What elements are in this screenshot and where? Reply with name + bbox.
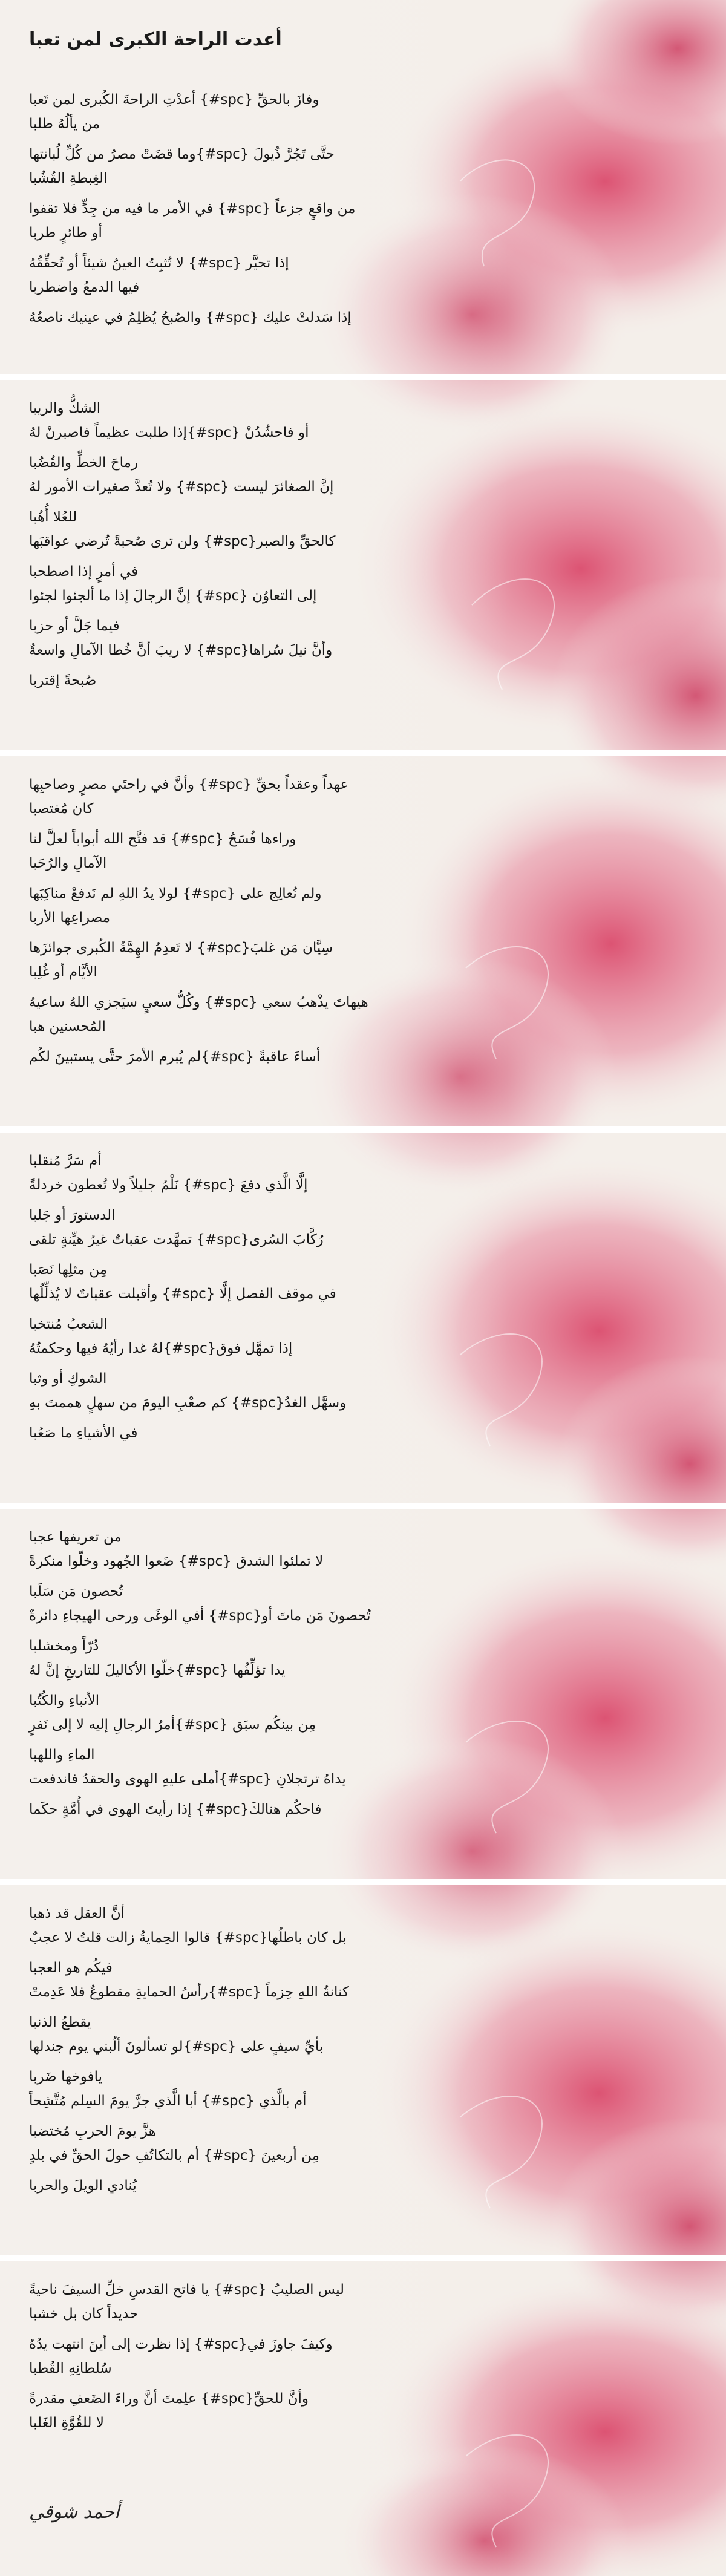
verse-line: يقطعُ الذنبا	[29, 2015, 91, 2030]
poem-title: أعدت الراحة الكبرى لمن تعبا	[29, 29, 282, 50]
verse-line: وسهَّل الغدُ{spc#} كم صعْبِ اليومَ من سهلٍ هممتَ بهِ	[29, 1395, 347, 1411]
verse-line: ولم نُعالِج على {spc#} لولا يدُ اللهِ لم نَدفعْ مناكِبَها	[29, 886, 322, 901]
verse-line: فاحكُم هنالكَ{spc#} إذا رأيتَ الهوى في أُمَّةٍ حكَما	[29, 1802, 322, 1817]
verse-line: تُحصون مَن سَلَبا	[29, 1584, 123, 1600]
divider	[0, 374, 726, 380]
verse-line: فيما جَلَّ أو حزبا	[29, 618, 120, 634]
verse-line: كان مُغتصبا	[29, 801, 94, 817]
verse-line: الدستورَ أو جَلبا	[29, 1208, 116, 1223]
verse-line: حتَّى تَجُرَّ ذُيولَ {spc#}وما قضَتْ مصرُ من كُلِّ لُبانتها	[29, 146, 335, 162]
verse-line: الأنباءِ والكُتُبا	[29, 1693, 100, 1708]
verse-line: رماحَ الخطِّ والقُضُبا	[29, 455, 139, 471]
poet-name: أحمد شوقي	[29, 2502, 120, 2523]
verse-line: مِن أربعينَ {spc#} أم بالتكاتُفِ حولَ الحقِّ في بلدٍ	[29, 2148, 319, 2163]
verse-line: سِيَّان مَن غلبَ{spc#} لا تَعدِمُ الهِمَّةُ الكُبرى جوائزَها	[29, 940, 333, 956]
verse-line: الماءِ واللهبا	[29, 1747, 95, 1763]
verse-line: رُكَّابَ السُرى{spc#} تمهَّدت عقباتٌ غيرُ هيِّنةٍ تلقى	[29, 1232, 324, 1247]
verse-line: تُحصونَ مَن ماتَ أو{spc#} أفي الوغَى ورحى الهيجاءِ دائرةٌ	[29, 1608, 371, 1624]
verse-line: من تعريفها عجبا	[29, 1529, 122, 1545]
verse-line: إلى التعاوُن {spc#} إنَّ الرجالَ إذا ما ألجئوا لجئوا	[29, 588, 317, 604]
verse-line: الأيَّام أو غُلِبا	[29, 964, 97, 980]
verse-line: مصراعِها الأربا	[29, 910, 111, 926]
verse-line: وأنَّ للحقِّ{spc#} علِمتَ أنَّ وراءَ الضَعفِ مقدرةً	[29, 2391, 309, 2407]
verse-line: يداهُ ترتجلانِ {spc#}أملى عليهِ الهوى والحقدُ فاندفعت	[29, 1771, 346, 1787]
stanza-1	[29, 91, 465, 333]
divider	[0, 1126, 726, 1133]
verse-line: في موقف الفصل إلَّا {spc#} وأقبلت عقباتٌ لا يُذلِّلُها	[29, 1286, 336, 1302]
verse-line: أو طائرٍ طربا	[29, 225, 102, 241]
verse-line: في أمرٍ إذا اصطحبا	[29, 564, 139, 580]
verse-line: حديداً كان بل خشبا	[29, 2306, 139, 2322]
verse-line: يافوخها ضَربا	[29, 2069, 103, 2085]
verse-line: وأنَّ نيلَ سُراها{spc#} لا ريبَ أنَّ خُطا الآمالِ واسعةٌ	[29, 642, 333, 658]
stanza-5	[29, 1528, 465, 1825]
verse-line: إذا تحيَّر {spc#} لا تُثبِتُ العينُ شيئاً أو تُحقِّقُهُ	[29, 255, 289, 271]
verse-line: أو فاحشُدُنْ {spc#}إذا طلبت عظيماً فاصبرنْ لهُ	[29, 425, 309, 440]
verse-line: مِن مثلِها نَصَبا	[29, 1262, 108, 1278]
verse-line: أم بالَّذي {spc#} أبا الَّذي جرَّ يومَ السِلم مُتَّشِحاً	[29, 2093, 307, 2109]
stanza-4	[29, 1152, 465, 1448]
verse-line: صُبحةً إقتربا	[29, 673, 97, 688]
verse-line: أم سَرَّ مُنقلبا	[29, 1153, 102, 1169]
verse-line: يُنادي الويلَ والحربا	[29, 2178, 137, 2194]
divider	[0, 1879, 726, 1885]
verse-line: لا تملئوا الشدق {spc#} ضَعوا الجُهود وخلّوا منكرةً	[29, 1554, 324, 1569]
verse-line: بأيِّ سيفٍ على {spc#}لو تسألونَ ألُبني يوم جندلها	[29, 2039, 324, 2055]
verse-line: الشكُّ والريبا	[29, 400, 101, 416]
verse-line: فيكُم هو العجبا	[29, 1960, 113, 1976]
divider	[0, 750, 726, 756]
verse-line: الآمالِ والرُحَبا	[29, 855, 107, 871]
stanza-7	[29, 2281, 465, 2444]
verse-line: إلَّا الَّذي دفعَ {spc#} نَلْمُ جليلاً ولا تُعطون خردلةً	[29, 1177, 308, 1193]
divider	[0, 2255, 726, 2261]
verse-line: الغِبطةِ القُشُبا	[29, 171, 108, 186]
verse-line: إذا سَدلتْ عليك {spc#} والصُبحُ يُظلِمُ في عينيك ناصعُهُ	[29, 310, 352, 325]
verse-line: هيهاتَ يذْهبُ سعي {spc#} وكُلُّ سعيٍ سيَجزي اللهُ ساعيهُ	[29, 995, 368, 1010]
stanza-2	[29, 399, 465, 696]
verse-line: لا للقُوَّةِ الغَلبا	[29, 2415, 104, 2431]
verse-line: إنَّ الصغائرَ ليست {spc#} ولا تُعدَّ صغيرات الأمور لهُ	[29, 479, 334, 495]
verse-line: من واقعٍ جزعاً {spc#} في الأمر ما فيه من جِدٍّ فلا تقفوا	[29, 201, 356, 217]
verse-line: فيها الدمعُ واضطربا	[29, 280, 140, 295]
stanza-3	[29, 776, 465, 1072]
verse-line: وراءها فُسَحُ {spc#} قد فتَّح الله أبواباً لعلَّ لنا	[29, 831, 296, 847]
divider	[0, 1503, 726, 1509]
verse-line: الشعبُ مُنتخبا	[29, 1316, 108, 1332]
verse-line: إذا تمهَّل فوق{spc#}لهُ غدا رأيُهُ فيها وحكمتُهُ	[29, 1341, 293, 1356]
stanza-6	[29, 1904, 465, 2201]
verse-line: وكيفَ جاوزَ في{spc#} إذا نظرت إلى أينَ انتهت يدُهُ	[29, 2336, 333, 2352]
verse-line: للعُلا أُهُبا	[29, 509, 77, 525]
verse-line: المُحسنين هبا	[29, 1019, 106, 1035]
verse-line: كالحقِّ والصبر{spc#} ولن ترى صُحبةً تُرضي عواقبَها	[29, 534, 336, 549]
verse-line: دُرّاً ومخشلبا	[29, 1638, 99, 1654]
verse-line: هزَّ يومَ الحربِ مُختضبا	[29, 2123, 156, 2139]
verse-line: مِن بينكُم سبَق {spc#}أمرُ الرجالِ إليه لا إلى نَفرٍ	[29, 1717, 316, 1733]
verse-line: أساءَ عاقبةً {spc#}لم يُبرم الأمرَ حتَّى يستبينَ لكُم	[29, 1049, 321, 1065]
verse-line: ليس الصليبُ {spc#} يا فاتح القدسِ خلِّ السيفَ ناحيةً	[29, 2282, 345, 2298]
verse-line: من يألُهُ طلبا	[29, 116, 100, 132]
verse-line: أنَّ العقل قد ذهبا	[29, 1906, 125, 1921]
verse-line: في الأشياءِ ما صَعُبا	[29, 1425, 138, 1441]
verse-line: وفازَ بالحقِّ {spc#} أعدْتِ الراحةَ الكُبرى لمن تَعبا	[29, 92, 319, 108]
verse-line: كنانةُ اللهِ حِزماً {spc#}رأسُ الحمايةِ مقطوعٌ فلا عَدِمتْ	[29, 1984, 349, 2000]
verse-line: عهداً وعقداً بحقِّ {spc#} وأنَّ في راحتَي مصرٍ وصاحبِها	[29, 777, 349, 793]
verse-line: يدا تؤلِّفُها {spc#}خلّوا الأكاليلَ للتاريخِ إنَّ لهُ	[29, 1662, 286, 1678]
verse-line: الشوكِ أو وثبا	[29, 1371, 107, 1387]
verse-line: سُلطانِهِ القُطبا	[29, 2361, 112, 2376]
verse-line: بل كان باطلُها{spc#} قالوا الحِمايةُ زالت قلتُ لا عجبٌ	[29, 1930, 347, 1946]
